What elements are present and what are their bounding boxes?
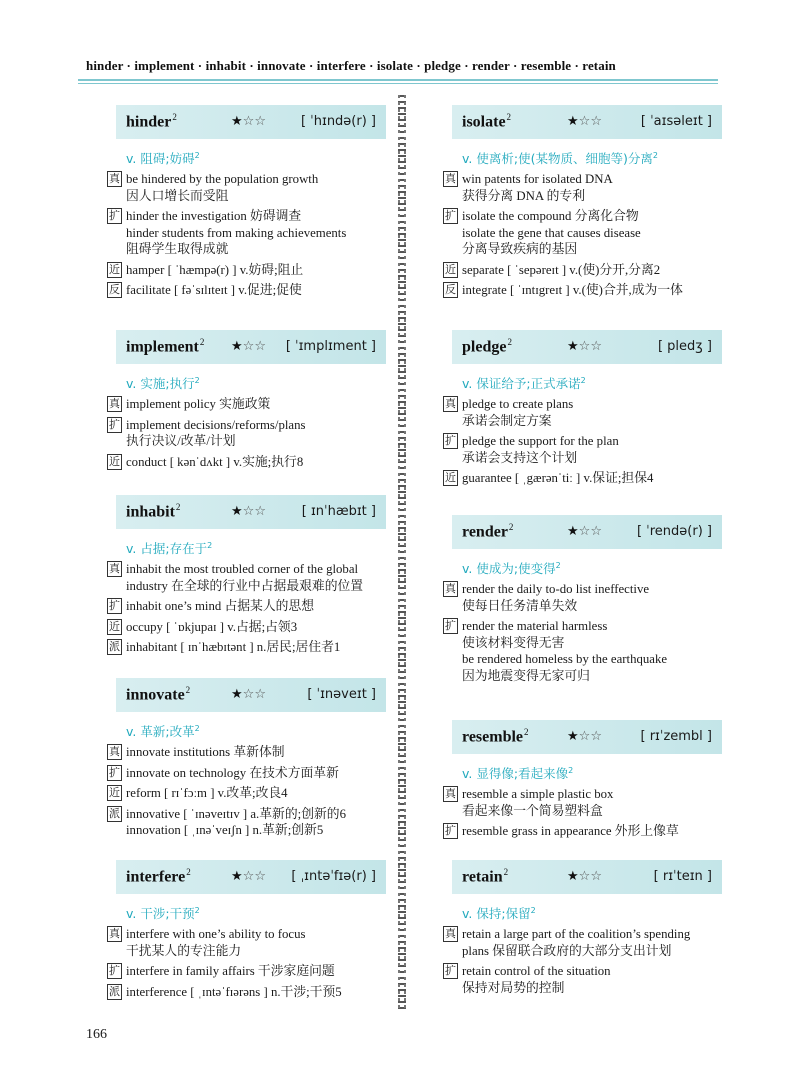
entry-implement [104, 330, 394, 470]
definition-frequency: 2 [652, 150, 658, 160]
entry-retain [440, 860, 730, 996]
headword-text: resemble [462, 728, 524, 746]
star-filled-icon: ★ [231, 687, 243, 702]
row-tag: 派 [109, 984, 120, 998]
star-filled-icon: ★ [231, 869, 243, 884]
headword [126, 685, 190, 704]
example-row [440, 963, 730, 996]
example-row [104, 765, 394, 782]
example-line: win patents for isolated DNA [462, 172, 613, 186]
example-line: guarantee [ ˌgærənˈtiː ] v.保证;担保4 [462, 471, 654, 485]
example-line: innovate institutions 革新体制 [126, 745, 285, 759]
example-line: isolate the compound 分离化合物 [462, 209, 639, 223]
headword [126, 867, 191, 886]
phonetic: [ ˈɪnəveɪt ] [307, 687, 376, 702]
star-rating [231, 687, 266, 702]
entry-pledge [440, 330, 730, 487]
headword-text: innovate [126, 686, 185, 704]
headword-text: hinder [126, 113, 172, 131]
star-empty-icon: ☆ [590, 729, 602, 744]
definition-text: v. 阻碍;妨碍 [126, 151, 195, 166]
example-line: render the material harmless [462, 619, 608, 633]
definition-frequency: 2 [194, 905, 200, 915]
headword [462, 522, 513, 541]
example-line: innovate on technology 在技术方面革新 [126, 765, 339, 780]
example-row [440, 262, 730, 279]
definition [462, 904, 730, 922]
phonetic: [ ˈɪmplɪment ] [285, 339, 376, 354]
example-row [104, 639, 394, 656]
example-row [104, 282, 394, 299]
headword-bar [116, 860, 386, 894]
headword-bar [116, 105, 386, 139]
row-tag: 扩 [109, 209, 120, 222]
definition [462, 149, 730, 167]
star-filled-icon: ★ [567, 869, 579, 884]
example-line: implement policy 实施政策 [126, 397, 271, 411]
definition-frequency: 2 [194, 723, 200, 733]
star-empty-icon: ☆ [242, 687, 255, 702]
example-line: 使每日任务清单失效 [462, 598, 578, 613]
example-row [104, 963, 394, 980]
row-tag: 真 [109, 745, 120, 758]
frequency-mark: 2 [524, 727, 529, 737]
example-line: interfere in family affairs 干涉家庭问题 [126, 964, 335, 978]
frequency-mark: 2 [185, 685, 191, 695]
example-line: industry 在全球的行业中占据最艰难的位置 [126, 578, 364, 593]
definition [462, 374, 730, 392]
running-header: hinder · implement · inhabit · innovate · interfere · isolate · pledge · render · resemble · retain [86, 58, 616, 73]
definition-text: v. 占据;存在于 [126, 541, 208, 556]
definition-frequency: 2 [530, 905, 536, 915]
row-tag: 近 [109, 454, 120, 468]
example-row [440, 823, 730, 840]
row-tag: 近 [445, 262, 456, 276]
star-empty-icon: ☆ [578, 729, 591, 744]
column-divider [398, 95, 406, 1010]
example-line: integrate [ ˈɪntɪgreɪt ] v.(使)合并,成为一体 [462, 283, 683, 297]
row-tag: 派 [109, 806, 120, 820]
row-tag: 扩 [445, 824, 456, 837]
row-tag: 真 [109, 397, 120, 410]
star-filled-icon: ★ [567, 729, 579, 744]
example-line: 使该材料变得无害 [462, 635, 565, 650]
example-line: interference [ ˌɪntəˈfɪərəns ] n.干涉;干预5 [126, 984, 342, 999]
row-tag: 扩 [109, 964, 120, 977]
entry-hinder [104, 105, 394, 299]
phonetic: [ ɪnˈhæbɪt ] [301, 504, 376, 519]
example-line: be rendered homeless by the earthquake [462, 652, 668, 666]
star-empty-icon: ☆ [578, 339, 591, 354]
entry-innovate [104, 678, 394, 839]
headword [462, 112, 511, 131]
star-empty-icon: ☆ [254, 339, 266, 354]
example-line: 因人口增长而受阻 [126, 188, 229, 203]
example-row [104, 262, 394, 279]
headword-text: retain [462, 868, 503, 886]
star-rating [231, 339, 266, 354]
example-line: hinder the investigation 妨碍调查 [126, 209, 302, 223]
definition-frequency: 2 [580, 375, 586, 385]
definition-text: v. 干涉;干预 [126, 906, 195, 921]
example-line: 执行决议/改革/计划 [126, 434, 236, 448]
headword-bar [452, 330, 722, 364]
example-line: retain control of the situation [462, 964, 611, 978]
example-line: retain a large part of the coalition’s spending [462, 927, 691, 941]
example-row [440, 786, 730, 819]
definition-text: v. 保证给予;正式承诺 [462, 376, 581, 391]
example-row [104, 208, 394, 258]
example-line: resemble grass in appearance 外形上像草 [462, 824, 679, 838]
definition-frequency: 2 [555, 560, 561, 570]
star-empty-icon: ☆ [590, 339, 602, 354]
example-row [440, 171, 730, 204]
example-row [440, 926, 730, 959]
headword [126, 112, 177, 131]
star-empty-icon: ☆ [578, 114, 591, 129]
phonetic: [ ˈhɪndə(r) ] [300, 114, 376, 129]
star-rating [231, 504, 266, 519]
star-rating [567, 729, 602, 744]
definition-text: v. 实施;执行 [126, 376, 195, 391]
star-rating [567, 114, 602, 129]
headword-text: pledge [462, 338, 507, 356]
frequency-mark: 2 [199, 337, 205, 347]
frequency-mark: 2 [186, 867, 191, 877]
definition-frequency: 2 [194, 150, 200, 160]
entry-interfere [104, 860, 394, 1000]
example-row [104, 171, 394, 204]
example-line: 阻碍学生取得成就 [126, 242, 229, 256]
headword-bar [452, 720, 722, 754]
phonetic: [ rɪˈzembl ] [640, 729, 712, 744]
row-tag: 扩 [445, 619, 456, 632]
row-tag: 真 [445, 397, 456, 410]
definition-frequency: 2 [568, 765, 574, 775]
headword [126, 502, 180, 521]
definition-text: v. 使离析;使(某物质、细胞等)分离 [462, 151, 653, 166]
row-tag: 扩 [445, 209, 456, 222]
headword-text: isolate [462, 113, 506, 131]
star-empty-icon: ☆ [242, 504, 255, 519]
definition-text: v. 使成为;使变得 [462, 561, 556, 576]
example-line: 获得分离 DNA 的专利 [462, 188, 585, 203]
row-tag: 近 [109, 786, 120, 799]
phonetic: [ pledʒ ] [657, 339, 712, 354]
entry-resemble [440, 720, 730, 840]
entry-render [440, 515, 730, 684]
headword [462, 727, 529, 746]
example-row [104, 619, 394, 636]
page-number: 166 [86, 1027, 107, 1042]
star-empty-icon: ☆ [578, 524, 591, 539]
star-filled-icon: ★ [231, 504, 243, 519]
row-tag: 扩 [109, 599, 120, 612]
example-line: separate [ ˈsepəreɪt ] v.(使)分开,分离2 [462, 262, 661, 277]
star-empty-icon: ☆ [254, 687, 266, 702]
row-tag: 扩 [445, 434, 456, 447]
example-row [104, 598, 394, 615]
headword [462, 337, 512, 356]
headword-bar [452, 105, 722, 139]
example-line: innovation [ ˌɪnəˈveɪʃn ] n.革新;创新5 [126, 823, 324, 837]
example-line: 保持对局势的控制 [462, 980, 565, 995]
star-rating [567, 869, 602, 884]
frequency-mark: 2 [506, 112, 512, 122]
example-line: hamper [ ˈhæmpə(r) ] v.妨碍;阻止 [126, 262, 304, 277]
example-row [104, 417, 394, 450]
phonetic: [ ˈaɪsəleɪt ] [640, 114, 712, 129]
definition-frequency: 2 [207, 540, 213, 550]
example-line: implement decisions/reforms/plans [126, 417, 306, 432]
row-tag: 真 [445, 172, 456, 185]
example-line: render the daily to-do list ineffective [462, 582, 650, 596]
example-line: inhabitant [ ɪnˈhæbɪtənt ] n.居民;居住者1 [126, 640, 341, 654]
star-empty-icon: ☆ [590, 869, 602, 884]
example-line: 看起来像一个简易塑料盒 [462, 803, 603, 818]
row-tag: 近 [109, 619, 120, 633]
row-tag: 真 [445, 582, 456, 595]
definition [462, 764, 730, 782]
example-row [104, 926, 394, 959]
row-tag: 近 [109, 262, 120, 276]
star-empty-icon: ☆ [242, 114, 255, 129]
row-tag: 近 [445, 471, 456, 484]
example-row [440, 433, 730, 466]
definition-text: v. 保持;保留 [462, 906, 531, 921]
definition [126, 374, 394, 392]
example-line: interfere with one’s ability to focus [126, 927, 306, 941]
row-tag: 反 [445, 283, 456, 296]
frequency-mark: 2 [503, 867, 509, 877]
example-line: pledge to create plans [462, 397, 574, 411]
example-line: inhabit one’s mind 占据某人的思想 [126, 599, 315, 613]
example-line: hinder students from making achievements [126, 225, 347, 240]
star-filled-icon: ★ [567, 339, 579, 354]
headword-bar [116, 330, 386, 364]
headword-text: interfere [126, 868, 186, 886]
definition [462, 559, 730, 577]
star-rating [567, 524, 602, 539]
star-empty-icon: ☆ [590, 114, 602, 129]
example-line: resemble a simple plastic box [462, 787, 614, 801]
definition-frequency: 2 [194, 375, 200, 385]
example-line: facilitate [ fəˈsɪlɪteɪt ] v.促进;促使 [126, 283, 302, 297]
example-row [440, 396, 730, 429]
example-row [104, 984, 394, 1001]
star-empty-icon: ☆ [242, 339, 255, 354]
definition [126, 904, 394, 922]
row-tag: 扩 [109, 417, 120, 431]
example-row [104, 454, 394, 471]
star-rating [567, 339, 602, 354]
example-line: conduct [ kənˈdʌkt ] v.实施;执行8 [126, 454, 304, 469]
example-line: pledge the support for the plan [462, 434, 619, 448]
headword-bar [452, 515, 722, 549]
header-rule-thin [78, 83, 718, 84]
definition [126, 539, 394, 557]
frequency-mark: 2 [175, 502, 181, 512]
star-empty-icon: ☆ [578, 869, 591, 884]
example-row [440, 618, 730, 684]
example-row [104, 561, 394, 594]
definition-text: v. 显得像;看起来像 [462, 766, 569, 781]
example-row [440, 208, 730, 258]
example-line: be hindered by the population growth [126, 172, 319, 186]
row-tag: 真 [109, 562, 120, 575]
example-row [104, 806, 394, 839]
example-row [104, 396, 394, 413]
example-row [104, 744, 394, 761]
row-tag: 真 [109, 172, 120, 185]
example-row [104, 785, 394, 802]
example-line: 承诺会制定方案 [462, 413, 552, 428]
entry-inhabit [104, 495, 394, 656]
headword-text: implement [126, 338, 199, 356]
example-line: innovative [ ˈɪnəveɪtɪv ] a.革新的;创新的6 [126, 806, 346, 821]
entry-isolate [440, 105, 730, 299]
star-empty-icon: ☆ [254, 504, 266, 519]
headword [126, 337, 204, 356]
star-rating [231, 869, 266, 884]
headword [462, 867, 508, 886]
headword-bar [116, 678, 386, 712]
example-line: 因为地震变得无家可归 [462, 668, 590, 683]
star-filled-icon: ★ [231, 339, 243, 354]
star-empty-icon: ☆ [254, 114, 266, 129]
row-tag: 扩 [109, 765, 120, 779]
frequency-mark: 2 [508, 522, 514, 532]
star-empty-icon: ☆ [242, 869, 255, 884]
example-line: occupy [ ˈɒkjupaɪ ] v.占据;占领3 [126, 619, 298, 634]
headword-text: render [462, 523, 508, 541]
example-line: isolate the gene that causes disease [462, 225, 641, 240]
star-empty-icon: ☆ [590, 524, 602, 539]
frequency-mark: 2 [507, 337, 512, 347]
star-filled-icon: ★ [567, 524, 579, 539]
row-tag: 真 [109, 927, 120, 940]
definition [126, 722, 394, 740]
row-tag: 派 [109, 640, 120, 653]
star-filled-icon: ★ [231, 114, 243, 129]
example-line: reform [ rɪˈfɔːm ] v.改革;改良4 [126, 786, 288, 800]
star-empty-icon: ☆ [254, 869, 266, 884]
example-line: 分离导致疾病的基因 [462, 242, 578, 256]
header-rule [78, 79, 718, 81]
row-tag: 反 [109, 283, 120, 296]
definition-text: v. 革新;改革 [126, 724, 195, 739]
star-filled-icon: ★ [567, 114, 579, 129]
star-rating [231, 114, 266, 129]
headword-text: inhabit [126, 503, 175, 521]
headword-bar [116, 495, 386, 529]
row-tag: 真 [445, 927, 456, 940]
phonetic: [ ˈrendə(r) ] [636, 524, 712, 539]
example-row [440, 581, 730, 614]
phonetic: [ rɪˈteɪn ] [653, 869, 712, 884]
row-tag: 真 [445, 787, 456, 800]
definition [126, 149, 394, 167]
frequency-mark: 2 [172, 112, 177, 122]
example-line: inhabit the most troubled corner of the global [126, 562, 359, 576]
phonetic: [ ˌɪntəˈfɪə(r) ] [291, 869, 376, 884]
example-line: 承诺会支持这个计划 [462, 450, 578, 465]
example-row [440, 282, 730, 299]
example-row [440, 470, 730, 487]
headword-bar [452, 860, 722, 894]
example-line: plans 保留联合政府的大部分支出计划 [462, 943, 672, 958]
example-line: 干扰某人的专注能力 [126, 943, 242, 958]
row-tag: 扩 [445, 964, 456, 977]
